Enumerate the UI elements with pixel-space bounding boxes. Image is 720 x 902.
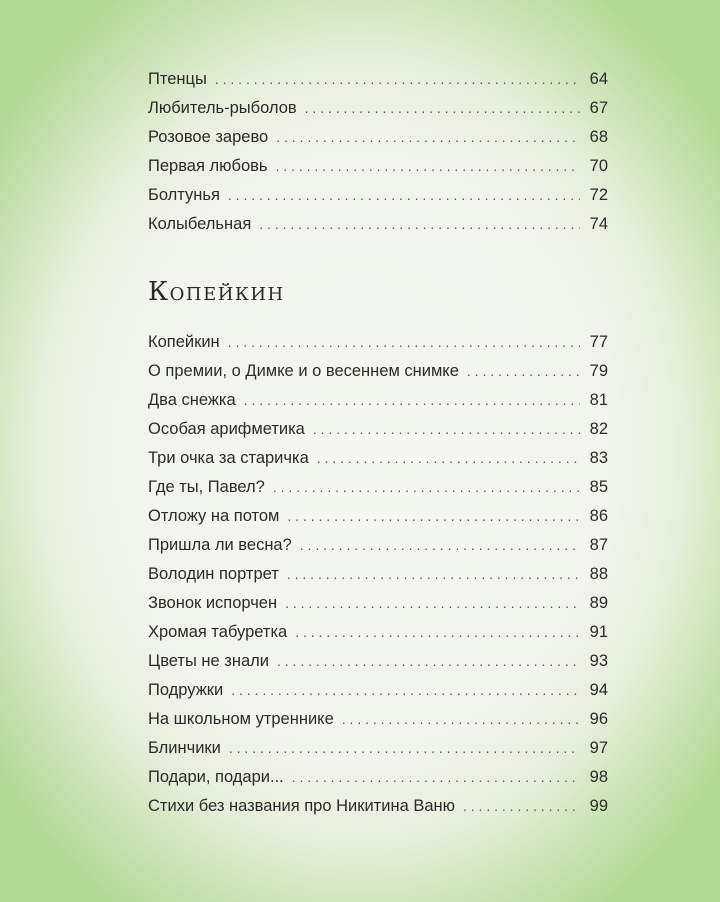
toc-entry [148,623,608,652]
toc-entry [148,768,608,797]
toc-entry [148,391,608,420]
toc-entry [148,186,608,215]
toc-entry-page: 67 [589,99,608,117]
toc-entry-page: 91 [589,623,608,641]
toc-entry [148,99,608,128]
toc-entry-title: Птенцы [148,70,207,88]
dot-leader [317,450,580,466]
toc-entry [148,333,608,362]
dot-leader [229,740,580,756]
toc-entry-title: Стихи без названия про Никитина Ваню [148,797,455,815]
toc-entry-title: Подари, подари... [148,768,284,786]
toc-entry-page: 79 [589,362,608,380]
dot-leader [259,216,580,232]
toc-entry [148,594,608,623]
toc-entry-title: На школьном утреннике [148,710,334,728]
dot-leader [295,624,580,640]
toc-entry-title: Любитель-рыболов [148,99,297,117]
toc-entry-title: О премии, о Димке и о весеннем снимке [148,362,459,380]
toc-entry-title: Блинчики [148,739,221,757]
toc-entry-title: Хромая табуретка [148,623,288,641]
toc-entry-title: Звонок испорчен [148,594,278,612]
toc-entry-title: Особая арифметика [148,420,305,438]
toc-entry [148,652,608,681]
toc-entry-page: 64 [589,70,608,88]
toc-entry-title: Три очка за старичка [148,449,309,467]
toc-entry-title: Цветы не знали [148,652,269,670]
dot-leader [467,363,580,379]
toc-entry-page: 93 [589,652,608,670]
toc-entry-page: 87 [589,536,608,554]
toc-entry-title: Где ты, Павел? [148,478,265,496]
toc-entry-page: 72 [589,186,608,204]
section-heading: Копейкин [148,277,285,307]
dot-leader [275,158,580,174]
dot-leader [305,100,580,116]
toc-entry-title: Копейкин [148,333,220,351]
toc-entry-title: Подружки [148,681,224,699]
dot-leader [300,537,580,553]
toc-entry [148,681,608,710]
toc-entry [148,478,608,507]
toc-entry [148,507,608,536]
dot-leader [287,566,580,582]
toc-entry-page: 86 [589,507,608,525]
toc-entry-page: 83 [589,449,608,467]
dot-leader [244,392,580,408]
dot-leader [215,71,580,87]
toc-entry-title: Володин портрет [148,565,279,583]
toc-entry [148,710,608,739]
dot-leader [292,769,580,785]
toc-entry-page: 70 [589,157,608,175]
dot-leader [231,682,580,698]
toc-entry-page: 77 [589,333,608,351]
dot-leader [342,711,580,727]
toc-entry [148,739,608,768]
toc-entry-page: 98 [589,768,608,786]
dot-leader [287,508,580,524]
toc-entry-page: 96 [589,710,608,728]
toc-entry [148,797,608,826]
dot-leader [463,798,580,814]
toc-entry-page: 94 [589,681,608,699]
toc-group-2 [148,333,608,826]
toc-entry-title: Два снежка [148,391,236,409]
toc-entry-page: 89 [589,594,608,612]
toc-entry [148,362,608,391]
toc-entry [148,449,608,478]
toc-entry-title: Болтунья [148,186,220,204]
toc-entry [148,157,608,186]
dot-leader [313,421,580,437]
dot-leader [277,653,580,669]
toc-entry [148,420,608,449]
table-of-contents [148,70,608,826]
dot-leader [276,129,580,145]
toc-entry-page: 85 [589,478,608,496]
toc-entry-page: 82 [589,420,608,438]
toc-entry [148,70,608,99]
toc-entry [148,536,608,565]
toc-entry-page: 88 [589,565,608,583]
toc-entry-page: 97 [589,739,608,757]
toc-entry-title: Колыбельная [148,215,252,233]
toc-entry [148,565,608,594]
toc-entry-page: 74 [589,215,608,233]
toc-entry-title: Розовое зарево [148,128,269,146]
dot-leader [228,187,580,203]
toc-group-1 [148,70,608,244]
dot-leader [228,334,580,350]
toc-entry-page: 99 [589,797,608,815]
toc-entry-title: Первая любовь [148,157,268,175]
toc-entry-page: 81 [589,391,608,409]
dot-leader [285,595,580,611]
toc-entry-page: 68 [589,128,608,146]
toc-entry [148,215,608,244]
toc-entry-title: Пришла ли весна? [148,536,292,554]
toc-entry-title: Отложу на потом [148,507,280,525]
dot-leader [273,479,580,495]
toc-entry [148,128,608,157]
